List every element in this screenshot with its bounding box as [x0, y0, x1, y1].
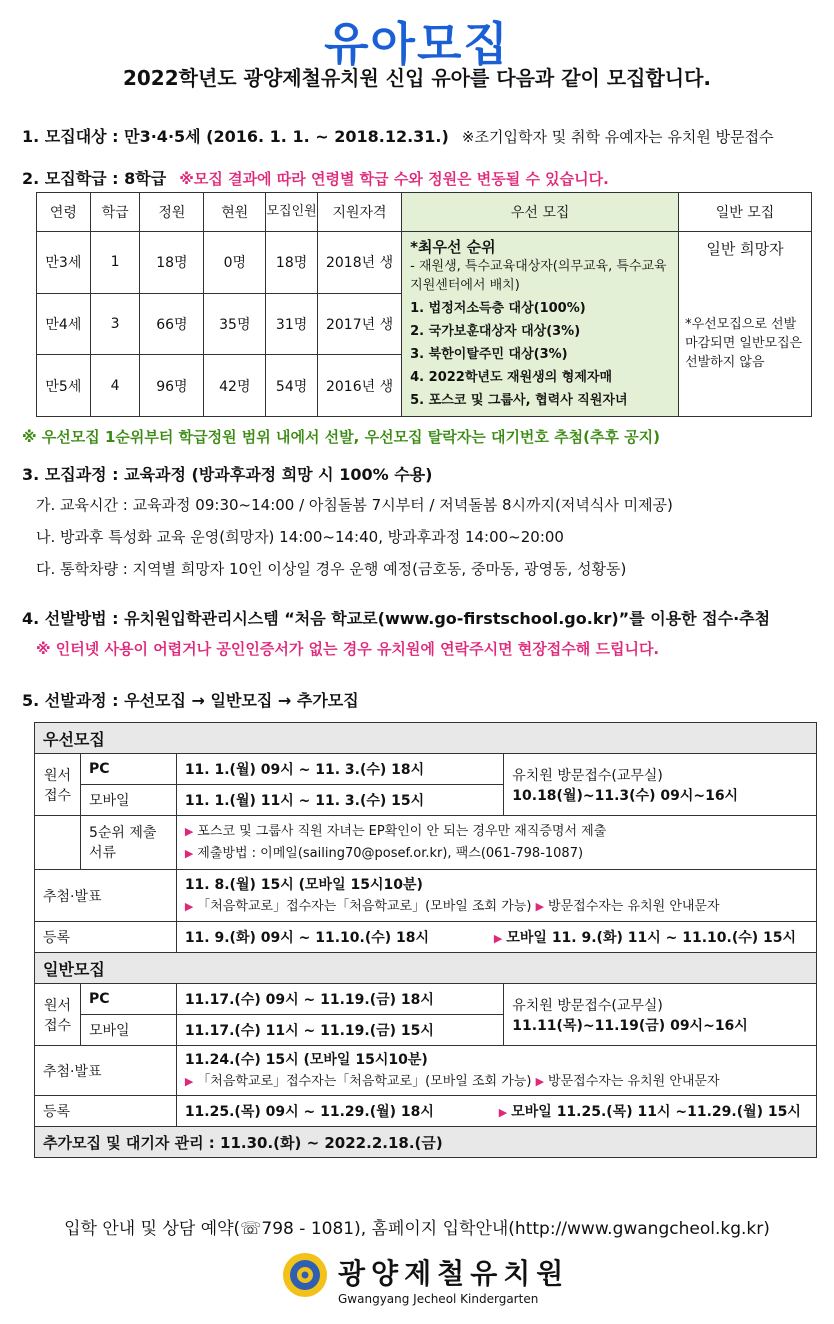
priority-item: 4. 2022학년도 재원생의 형제자매 — [410, 370, 613, 385]
triangle-icon: ▶ — [184, 899, 194, 913]
table-cell: 1 — [90, 232, 140, 294]
priority-pc-time: 11. 1.(월) 09시 ~ 11. 3.(수) 18시 — [176, 754, 503, 785]
general-reg-mobile: 모바일 11.25.(목) 11시 ~11.29.(월) 15시 — [511, 1104, 801, 1120]
table-cell: 31명 — [266, 293, 318, 355]
table-cell: 96명 — [140, 355, 204, 417]
priority-reg-time: 11. 9.(화) 09시 ~ 11.10.(수) 18시 — [184, 930, 430, 946]
priority-visit-label: 유치원 방문접수(교무실) — [512, 767, 663, 784]
table-cell: 18명 — [140, 232, 204, 294]
priority-reg — [176, 922, 816, 953]
triangle-icon: ▶ — [184, 846, 194, 860]
section-4-note: ※ 인터넷 사용이 어렵거나 공인인증서가 없는 경우 유치원에 연락주시면 현장접수해 드립니다. — [36, 640, 660, 658]
table-cell: 3 — [90, 293, 140, 355]
col-header: 지원자격 — [317, 193, 401, 232]
section-2-note: ※모집 결과에 따라 연령별 학급 수와 정원은 변동될 수 있습니다. — [179, 170, 609, 188]
table-cell: 만4세 — [37, 293, 91, 355]
triangle-icon: ▶ — [493, 932, 503, 945]
general-pc-time: 11.17.(수) 09시 ~ 11.19.(금) 18시 — [176, 984, 503, 1015]
priority-visit — [504, 754, 817, 816]
general-title: 일반모집 — [35, 953, 817, 984]
table-cell: 35명 — [204, 293, 266, 355]
priority-item: 2. 국가보훈대상자 대상(3%) — [410, 324, 581, 339]
section-1 — [22, 124, 774, 147]
schedule-table — [34, 722, 817, 1158]
priority-top-desc: - 재원생, 특수교육대상자(의무교육, 특수교육지원센터에서 배치) — [410, 259, 667, 293]
table-cell: 2016년 생 — [317, 355, 401, 417]
docs-content — [176, 816, 816, 870]
draw-note-a: 「처음학교로」접수자는「처음학교로」(모바일 조회 가능) — [197, 1073, 532, 1089]
docs-item: 제출방법 : 이메일(sailing70@posef.or.kr), 팩스(061-798-1087) — [197, 845, 584, 861]
section-3-label: 3. 모집과정 : 교육과정 (방과후과정 희망 시 100% 수용) — [22, 465, 433, 484]
draw-note-b: 방문접수자는 유치원 안내문자 — [548, 898, 720, 914]
col-header-general: 일반 모집 — [679, 193, 812, 232]
table-cell: 2018년 생 — [317, 232, 401, 294]
extra-recruit: 추가모집 및 대기자 관리 : 11.30.(화) ~ 2022.2.18.(금) — [35, 1127, 817, 1158]
table-cell: 0명 — [204, 232, 266, 294]
reg-label: 등록 — [35, 1096, 177, 1127]
priority-draw-time: 11. 8.(월) 15시 (모바일 15시10분) — [184, 876, 423, 893]
section-3-item: 나. 방과후 특성화 교육 운영(희망자) 14:00~14:40, 방과후과정 14:00~20:00 — [36, 528, 564, 546]
priority-top: *최우선 순위 — [410, 238, 496, 256]
priority-draw — [176, 870, 816, 922]
table-cell: 만5세 — [37, 355, 91, 417]
priority-mobile-time: 11. 1.(월) 11시 ~ 11. 3.(수) 15시 — [176, 785, 503, 816]
section-2-label: 2. 모집학급 : 8학급 — [22, 169, 167, 188]
priority-visit-time: 10.18(월)~11.3(수) 09시~16시 — [512, 787, 739, 804]
section-2 — [22, 166, 609, 189]
col-header: 모집인원 — [266, 193, 318, 232]
col-header: 학급 — [90, 193, 140, 232]
general-visit-time: 11.11(목)~11.19(금) 09시~16시 — [512, 1017, 748, 1034]
table-cell: 18명 — [266, 232, 318, 294]
reg-label: 등록 — [35, 922, 177, 953]
general-draw-time: 11.24.(수) 15시 (모바일 15시10분) — [184, 1051, 428, 1068]
priority-title: 우선모집 — [35, 723, 817, 754]
pc-label: PC — [80, 984, 176, 1015]
table-cell: 54명 — [266, 355, 318, 417]
table-row — [37, 232, 812, 294]
section-3-item: 가. 교육시간 : 교육과정 09:30~14:00 / 아침돌봄 7시부터 / 저녁돌봄 8시까지(저녁식사 미제공) — [36, 496, 673, 514]
mobile-label: 모바일 — [80, 1015, 176, 1046]
col-header-priority: 우선 모집 — [402, 193, 679, 232]
col-header: 정원 — [140, 193, 204, 232]
app-label: 원서 접수 — [35, 754, 81, 816]
app-label: 원서 접수 — [35, 984, 81, 1046]
triangle-icon: ▶ — [184, 824, 194, 838]
table-cell: 66명 — [140, 293, 204, 355]
kindergarten-name: 광양제철유치원 — [338, 1257, 570, 1290]
general-reg — [176, 1096, 816, 1127]
table-cell: 만3세 — [37, 232, 91, 294]
draw-note-b: 방문접수자는 유치원 안내문자 — [548, 1073, 720, 1089]
priority-item: 1. 법정저소득층 대상(100%) — [410, 301, 586, 316]
contact-footer: 입학 안내 및 상담 예약(☏798 - 1081), 홈페이지 입학안내(http://www.gwangcheol.kg.kr) — [64, 1219, 770, 1239]
docs-label: 5순위 제출 서류 — [80, 816, 176, 870]
pc-label: PC — [80, 754, 176, 785]
class-table — [36, 192, 812, 417]
section-2-footnote: ※ 우선모집 1순위부터 학급정원 범위 내에서 선발, 우선모집 탈락자는 대기번호 추첨(추후 공지) — [22, 428, 661, 446]
priority-reg-mobile: 모바일 11. 9.(화) 11시 ~ 11.10.(수) 15시 — [506, 930, 797, 946]
general-criteria — [679, 232, 812, 417]
triangle-icon: ▶ — [184, 1074, 194, 1088]
page-subtitle: 2022학년도 광양제철유치원 신입 유아를 다음과 같이 모집합니다. — [122, 66, 712, 90]
general-top: 일반 희망자 — [706, 240, 784, 258]
triangle-icon: ▶ — [498, 1106, 508, 1119]
page-title: 유아모집 — [324, 17, 510, 71]
section-5-label: 5. 선발과정 : 우선모집 → 일반모집 → 추가모집 — [22, 691, 359, 710]
section-1-label: 1. 모집대상 : 만3·4·5세 (2016. 1. 1. ~ 2018.12.31.) — [22, 127, 449, 146]
docs-item: 포스코 및 그룹사 직원 자녀는 EP확인이 안 되는 경우만 재직증명서 제출 — [197, 823, 607, 839]
table-cell: 2017년 생 — [317, 293, 401, 355]
section-3-item: 다. 통학차량 : 지역별 희망자 10인 이상일 경우 운행 예정(금호동, 중마동, 광영동, 성황동) — [36, 560, 627, 578]
table-cell: 42명 — [204, 355, 266, 417]
draw-label: 추첨·발표 — [35, 870, 177, 922]
section-1-note: ※조기입학자 및 취학 유예자는 유치원 방문접수 — [461, 128, 774, 146]
general-visit-label: 유치원 방문접수(교무실) — [512, 997, 663, 1014]
col-header: 연령 — [37, 193, 91, 232]
triangle-icon: ▶ — [535, 899, 545, 913]
general-note: *우선모집으로 선발 마감되면 일반모집은 선발하지 않음 — [685, 317, 803, 370]
table-cell: 4 — [90, 355, 140, 417]
general-draw — [176, 1046, 816, 1096]
kindergarten-name-eng: Gwangyang Jecheol Kindergarten — [338, 1292, 539, 1306]
general-visit — [504, 984, 817, 1046]
triangle-icon: ▶ — [535, 1074, 545, 1088]
priority-criteria — [402, 232, 679, 417]
draw-label: 추첨·발표 — [35, 1046, 177, 1096]
col-header: 현원 — [204, 193, 266, 232]
kindergarten-logo — [282, 1252, 328, 1298]
priority-item: 3. 북한이탈주민 대상(3%) — [410, 347, 568, 362]
general-reg-time: 11.25.(목) 09시 ~ 11.29.(월) 18시 — [184, 1104, 434, 1120]
priority-item: 5. 포스코 및 그룹사, 협력사 직원자녀 — [410, 393, 628, 408]
draw-note-a: 「처음학교로」접수자는「처음학교로」(모바일 조회 가능) — [197, 898, 532, 914]
section-4-label: 4. 선발방법 : 유치원입학관리시스템 “처음 학교로(www.go-firstschool.go.kr)”를 이용한 접수·추첨 — [22, 609, 771, 628]
mobile-label: 모바일 — [80, 785, 176, 816]
general-mobile-time: 11.17.(수) 11시 ~ 11.19.(금) 15시 — [176, 1015, 503, 1046]
